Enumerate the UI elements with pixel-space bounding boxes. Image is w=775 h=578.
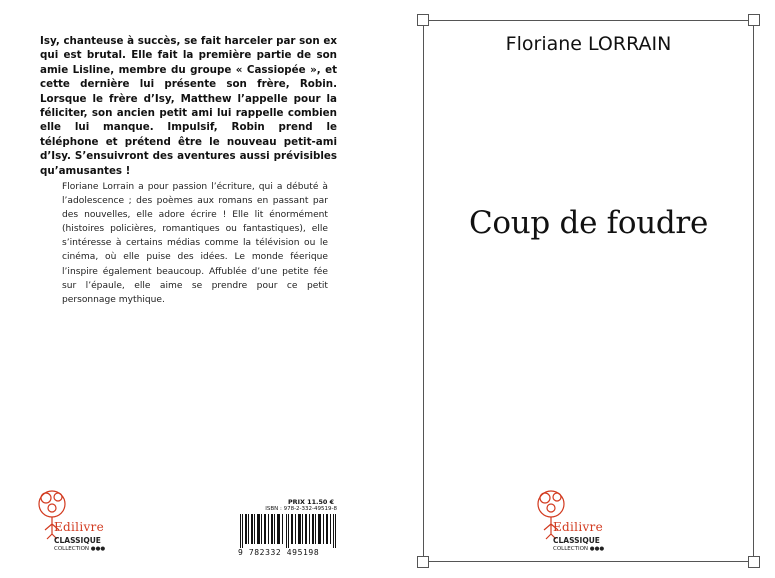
frame-corner-bottom-left (417, 556, 429, 568)
book-title: Coup de foudre (468, 205, 708, 241)
logo-brand: Edilivre (54, 520, 104, 534)
frame-corner-top-left (417, 14, 429, 26)
front-author-name: Floriane LORRAIN (505, 33, 672, 55)
logo-line2: COLLECTION ●●● (54, 546, 106, 552)
logo-line2: COLLECTION ●●● (553, 546, 605, 552)
isbn-label: ISBN : 978-2-332-49519-8 (265, 506, 337, 512)
barcode-digits: 9 782332 495198 (238, 548, 320, 557)
author-bio: Floriane Lorrain a pour passion l’écriture, qui a débuté à l’adolescence ; des poèmes aux romans en passant par des nouvelles, elle adore écrire ! Elle lit énormément (histoires policières, romantiques ou fantastiques), elle s’intéresse à certains médias comme la télévision ou le cinéma, où elle puise des idées. Le monde féerique l’inspire également beaucoup. Affublée d’une petite fée sur l’épaule, elle aime se prendre pour ce petit personnage mythique. (62, 182, 328, 305)
barcode-image (238, 514, 338, 548)
publisher-logo-front (535, 484, 605, 566)
price-label: PRIX 11.50 € (288, 498, 335, 506)
frame-corner-bottom-right (748, 556, 760, 568)
logo-line1: CLASSIQUE (553, 536, 600, 545)
logo-brand: Edilivre (553, 520, 603, 534)
back-cover-summary: Isy, chanteuse à succès, se fait harceler par son ex qui est brutal. Elle fait la première partie de son amie Lisline, membre du groupe « Cassiopée », et cette dernière lui présente son frère, Robin. Lorsque le frère d’Isy, Matthew l’appelle pour la féliciter, son ancien petit ami lui rappelle combien elle lui manque. Impulsif, Robin prend le téléphone et prétend être le nouveau petit-ami d’Isy. S’ensuivront des aventures aussi prévisibles qu’amusantes ! (40, 35, 337, 177)
logo-line1: CLASSIQUE (54, 536, 101, 545)
publisher-logo-back (36, 484, 106, 566)
frame-corner-top-right (748, 14, 760, 26)
front-cover-frame (423, 20, 754, 562)
